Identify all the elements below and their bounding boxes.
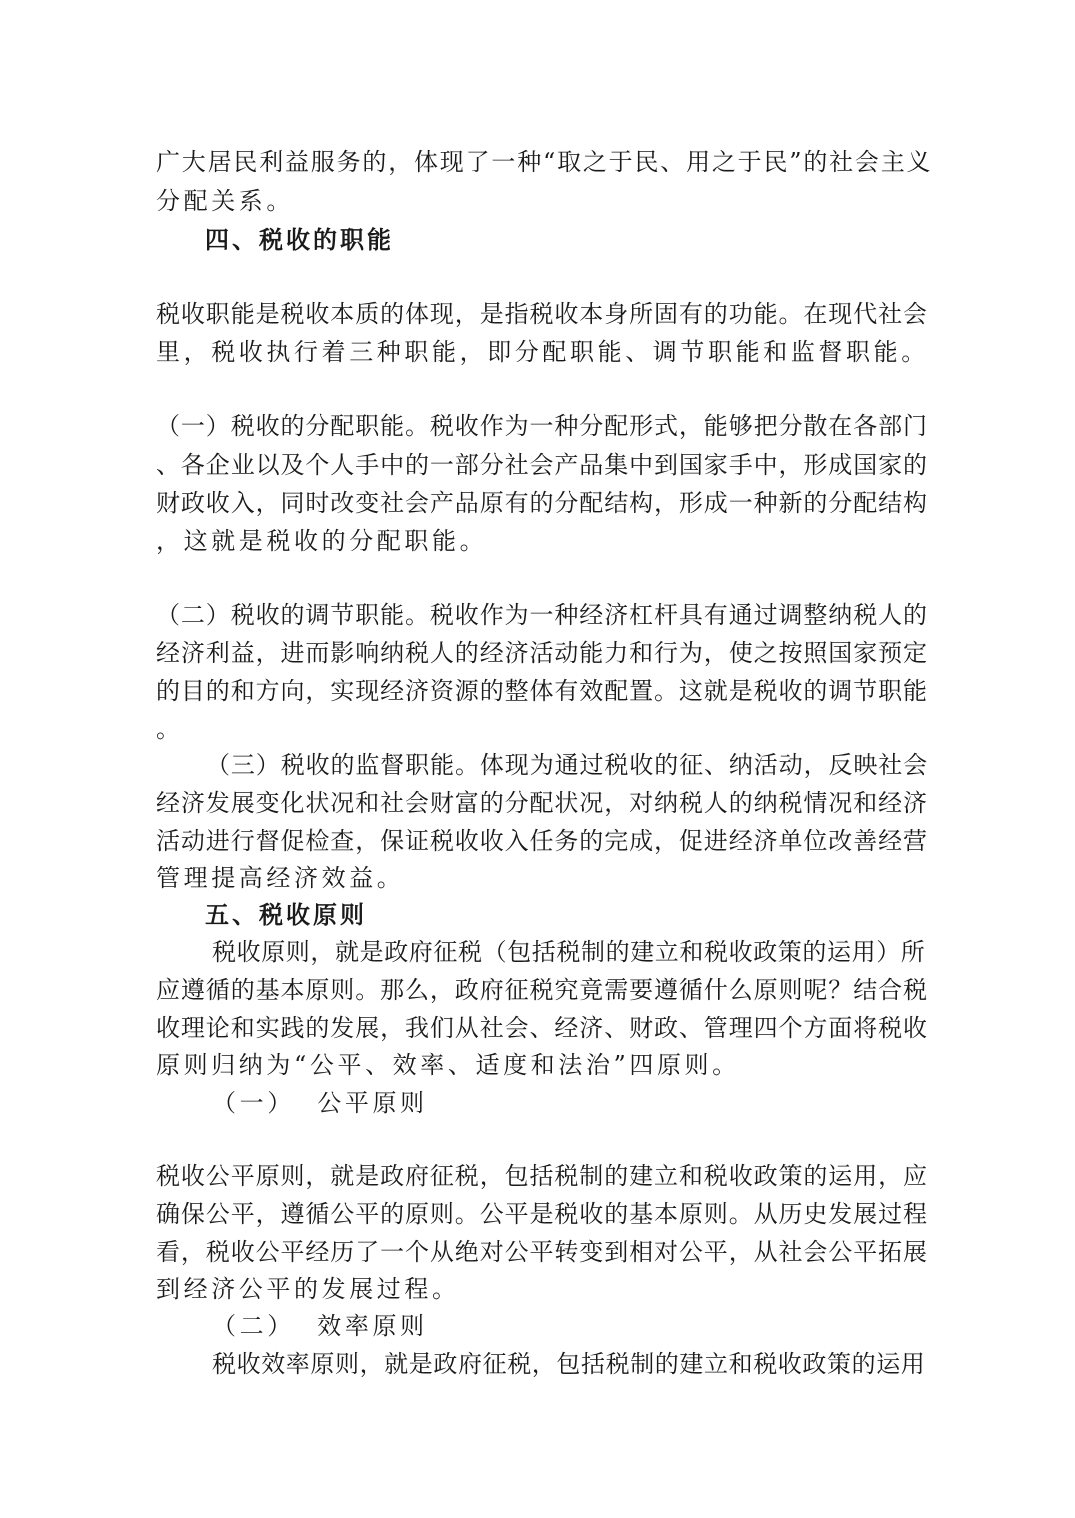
body-text-line: 管理提高经济效益。 (156, 864, 405, 892)
body-text-line: 税收公平原则，就是政府征税，包括税制的建立和税收政策的运用，应 (156, 1162, 928, 1190)
body-text-line: 到经济公平的发展过程。 (156, 1275, 460, 1303)
body-text-line: 经济发展变化状况和社会财富的分配状况，对纳税人的纳税情况和经济 (156, 789, 928, 817)
body-text-line: 财政收入，同时改变社会产品原有的分配结构，形成一种新的分配结构 (156, 489, 928, 517)
body-text-line: （三）税收的监督职能。体现为通过税收的征、纳活动，反映社会 (206, 751, 929, 779)
body-text-line: 的目的和方向，实现经济资源的整体有效配置。这就是税收的调节职能 (156, 677, 928, 705)
body-text-line: 确保公平，遵循公平的原则。公平是税收的基本原则。从历史发展过程 (156, 1200, 928, 1228)
body-text-line: 收理论和实践的发展，我们从社会、经济、财政、管理四个方面将税收 (156, 1014, 928, 1042)
body-text-line: 。 (156, 715, 184, 743)
section-heading: 五、税收原则 (205, 901, 367, 929)
section-heading: 四、税收的职能 (205, 226, 394, 254)
body-text-line: 原则归纳为“公平、效率、适度和法治”四原则。 (156, 1051, 740, 1079)
body-text-line: ，这就是税收的分配职能。 (156, 527, 488, 555)
body-text-line: 应遵循的基本原则。那么，政府征税究竟需要遵循什么原则呢？结合税 (156, 976, 928, 1004)
body-text-line: （一）税收的分配职能。税收作为一种分配形式，能够把分散在各部门 (156, 412, 928, 440)
body-text-line: 、各企业以及个人手中的一部分社会产品集中到国家手中，形成国家的 (156, 451, 928, 479)
subsection-heading: （一） 公平原则 (212, 1089, 428, 1117)
body-text-line: 广大居民利益服务的，体现了一种“取之于民、用之于民”的社会主义 (156, 148, 933, 176)
subsection-heading: （二） 效率原则 (212, 1312, 428, 1340)
body-text-line: 里，税收执行着三种职能，即分配职能、调节职能和监督职能。 (156, 338, 929, 366)
body-text-line: 看，税收公平经历了一个从绝对公平转变到相对公平，从社会公平拓展 (156, 1238, 928, 1266)
body-text-line: （二）税收的调节职能。税收作为一种经济杠杆具有通过调整纳税人的 (156, 601, 928, 629)
body-text-line: 税收效率原则，就是政府征税，包括税制的建立和税收政策的运用 (212, 1350, 926, 1378)
body-text-line: 分配关系。 (156, 187, 294, 215)
body-text-line: 税收职能是税收本质的体现，是指税收本身所固有的功能。在现代社会 (156, 300, 928, 328)
body-text-line: 经济利益，进而影响纳税人的经济活动能力和行为，使之按照国家预定 (156, 639, 928, 667)
body-text-line: 活动进行督促检查，保证税收收入任务的完成，促进经济单位改善经营 (156, 827, 928, 855)
body-text-line: 税收原则，就是政府征税（包括税制的建立和税收政策的运用）所 (212, 938, 926, 966)
